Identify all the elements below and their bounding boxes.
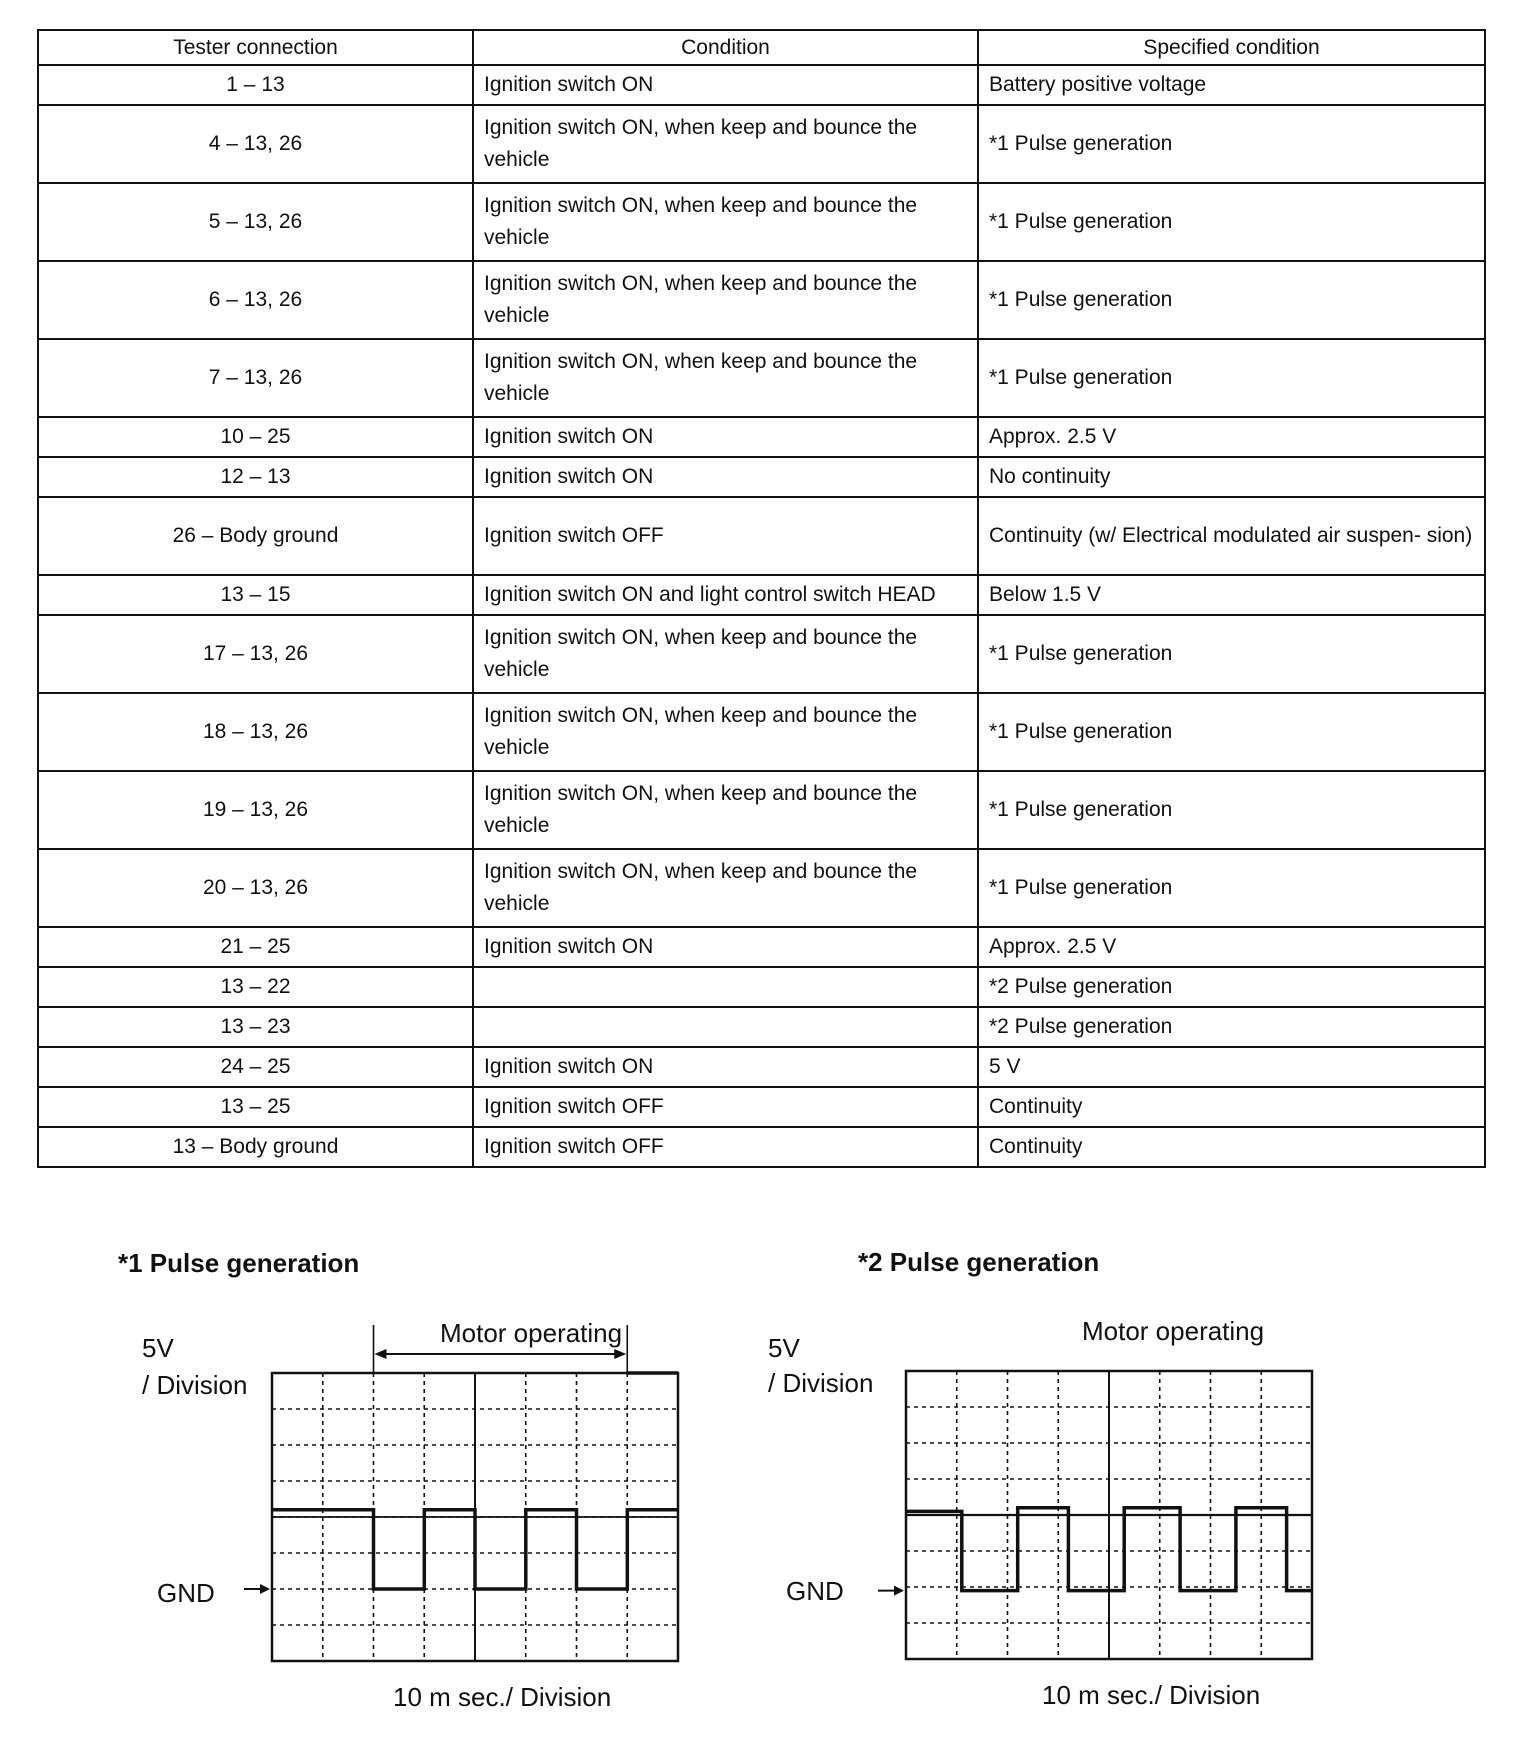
condition-cell: Ignition switch ON xyxy=(473,1047,978,1087)
waveform-2-gnd-label: GND xyxy=(786,1576,844,1606)
condition-cell: Ignition switch ON, when keep and bounce the vehicle xyxy=(473,849,978,927)
waveform-2-plot xyxy=(852,1325,1372,1670)
condition-cell: Ignition switch ON, when keep and bounce the vehicle xyxy=(473,771,978,849)
condition-cell: Ignition switch ON, when keep and bounce the vehicle xyxy=(473,693,978,771)
gnd-arrow-head xyxy=(894,1586,904,1596)
condition-cell: Ignition switch ON and light control switch HEAD xyxy=(473,575,978,615)
specified-cell: Approx. 2.5 V xyxy=(978,927,1485,967)
connection-cell: 4 – 13, 26 xyxy=(38,105,473,183)
condition-cell: Ignition switch OFF xyxy=(473,1127,978,1167)
specified-cell: Below 1.5 V xyxy=(978,575,1485,615)
waveform-2-motor-label: Motor operating xyxy=(1082,1316,1265,1346)
specified-cell: *2 Pulse generation xyxy=(978,1007,1485,1047)
specified-cell: No continuity xyxy=(978,457,1485,497)
condition-cell: Ignition switch ON, when keep and bounce the vehicle xyxy=(473,105,978,183)
connection-cell: 13 – 25 xyxy=(38,1087,473,1127)
condition-cell: Ignition switch ON xyxy=(473,65,978,105)
table-row xyxy=(38,183,1485,261)
specified-cell: Approx. 2.5 V xyxy=(978,417,1485,457)
specified-cell: *1 Pulse generation xyxy=(978,615,1485,693)
waveform-2-ylabel-division: / Division xyxy=(768,1368,874,1398)
table-row xyxy=(38,1047,1485,1087)
connection-cell: 21 – 25 xyxy=(38,927,473,967)
connection-cell: 19 – 13, 26 xyxy=(38,771,473,849)
waveform-1-xlabel: 10 m sec./ Division xyxy=(393,1682,612,1712)
connection-cell: 26 – Body ground xyxy=(38,497,473,575)
table-row xyxy=(38,457,1485,497)
waveform-1-gnd-label: GND xyxy=(157,1578,215,1608)
connection-cell: 12 – 13 xyxy=(38,457,473,497)
specified-cell: Continuity xyxy=(978,1127,1485,1167)
connection-cell: 13 – 22 xyxy=(38,967,473,1007)
waveform-2-title: *2 Pulse generation xyxy=(858,1247,1100,1277)
connection-cell: 20 – 13, 26 xyxy=(38,849,473,927)
specified-cell: *1 Pulse generation xyxy=(978,339,1485,417)
specified-cell: *1 Pulse generation xyxy=(978,183,1485,261)
table-row xyxy=(38,1087,1485,1127)
waveform-2-ylabel-volts: 5V xyxy=(768,1333,800,1363)
table-row xyxy=(38,849,1485,927)
connection-cell: 17 – 13, 26 xyxy=(38,615,473,693)
connection-cell: 24 – 25 xyxy=(38,1047,473,1087)
specified-cell: Battery positive voltage xyxy=(978,65,1485,105)
connection-cell: 13 – Body ground xyxy=(38,1127,473,1167)
table-row xyxy=(38,105,1485,183)
connection-cell: 5 – 13, 26 xyxy=(38,183,473,261)
table-row xyxy=(38,339,1485,417)
inspection-table xyxy=(37,29,1486,1168)
condition-cell: Ignition switch ON, when keep and bounce the vehicle xyxy=(473,339,978,417)
motor-span-arrowhead-left xyxy=(375,1349,387,1359)
connection-cell: 10 – 25 xyxy=(38,417,473,457)
table-row xyxy=(38,967,1485,1007)
condition-cell: Ignition switch OFF xyxy=(473,1087,978,1127)
condition-cell: Ignition switch ON xyxy=(473,927,978,967)
specified-cell: Continuity xyxy=(978,1087,1485,1127)
table-row xyxy=(38,65,1485,105)
table-row xyxy=(38,497,1485,575)
waveform-1-title: *1 Pulse generation xyxy=(118,1248,360,1278)
connection-cell: 7 – 13, 26 xyxy=(38,339,473,417)
waveform-2-xlabel: 10 m sec./ Division xyxy=(1042,1680,1261,1710)
condition-cell: Ignition switch ON xyxy=(473,457,978,497)
specified-cell: *1 Pulse generation xyxy=(978,771,1485,849)
table-row xyxy=(38,1127,1485,1167)
table-row xyxy=(38,693,1485,771)
table-row xyxy=(38,771,1485,849)
motor-span-arrowhead-right xyxy=(614,1349,626,1359)
table-row xyxy=(38,417,1485,457)
specified-cell: Continuity (w/ Electrical modulated air suspen- sion) xyxy=(978,497,1485,575)
signal-trace xyxy=(272,1510,678,1589)
specified-cell: 5 V xyxy=(978,1047,1485,1087)
table-row xyxy=(38,261,1485,339)
table-row xyxy=(38,575,1485,615)
connection-cell: 18 – 13, 26 xyxy=(38,693,473,771)
table-header-row xyxy=(38,30,1485,65)
connection-cell: 13 – 23 xyxy=(38,1007,473,1047)
header-condition: Condition xyxy=(473,30,978,65)
condition-cell: Ignition switch ON, when keep and bounce the vehicle xyxy=(473,615,978,693)
specified-cell: *2 Pulse generation xyxy=(978,967,1485,1007)
header-tester-connection: Tester connection xyxy=(38,30,473,65)
connection-cell: 13 – 15 xyxy=(38,575,473,615)
condition-cell: Ignition switch OFF xyxy=(473,497,978,575)
condition-cell xyxy=(473,1007,978,1047)
connection-cell: 1 – 13 xyxy=(38,65,473,105)
gnd-arrow-head xyxy=(260,1584,270,1594)
condition-cell: Ignition switch ON, when keep and bounce the vehicle xyxy=(473,183,978,261)
specified-cell: *1 Pulse generation xyxy=(978,261,1485,339)
waveform-1-ylabel-division: / Division xyxy=(142,1370,248,1400)
waveform-1-plot xyxy=(224,1325,744,1670)
condition-cell: Ignition switch ON xyxy=(473,417,978,457)
waveform-1-ylabel-volts: 5V xyxy=(142,1333,174,1363)
condition-cell: Ignition switch ON, when keep and bounce the vehicle xyxy=(473,261,978,339)
header-specified-condition: Specified condition xyxy=(978,30,1485,65)
specified-cell: *1 Pulse generation xyxy=(978,693,1485,771)
table-row xyxy=(38,927,1485,967)
connection-cell: 6 – 13, 26 xyxy=(38,261,473,339)
table-row xyxy=(38,615,1485,693)
waveform-1-motor-label: Motor operating xyxy=(440,1318,623,1348)
specified-cell: *1 Pulse generation xyxy=(978,105,1485,183)
specified-cell: *1 Pulse generation xyxy=(978,849,1485,927)
table-row xyxy=(38,1007,1485,1047)
condition-cell xyxy=(473,967,978,1007)
